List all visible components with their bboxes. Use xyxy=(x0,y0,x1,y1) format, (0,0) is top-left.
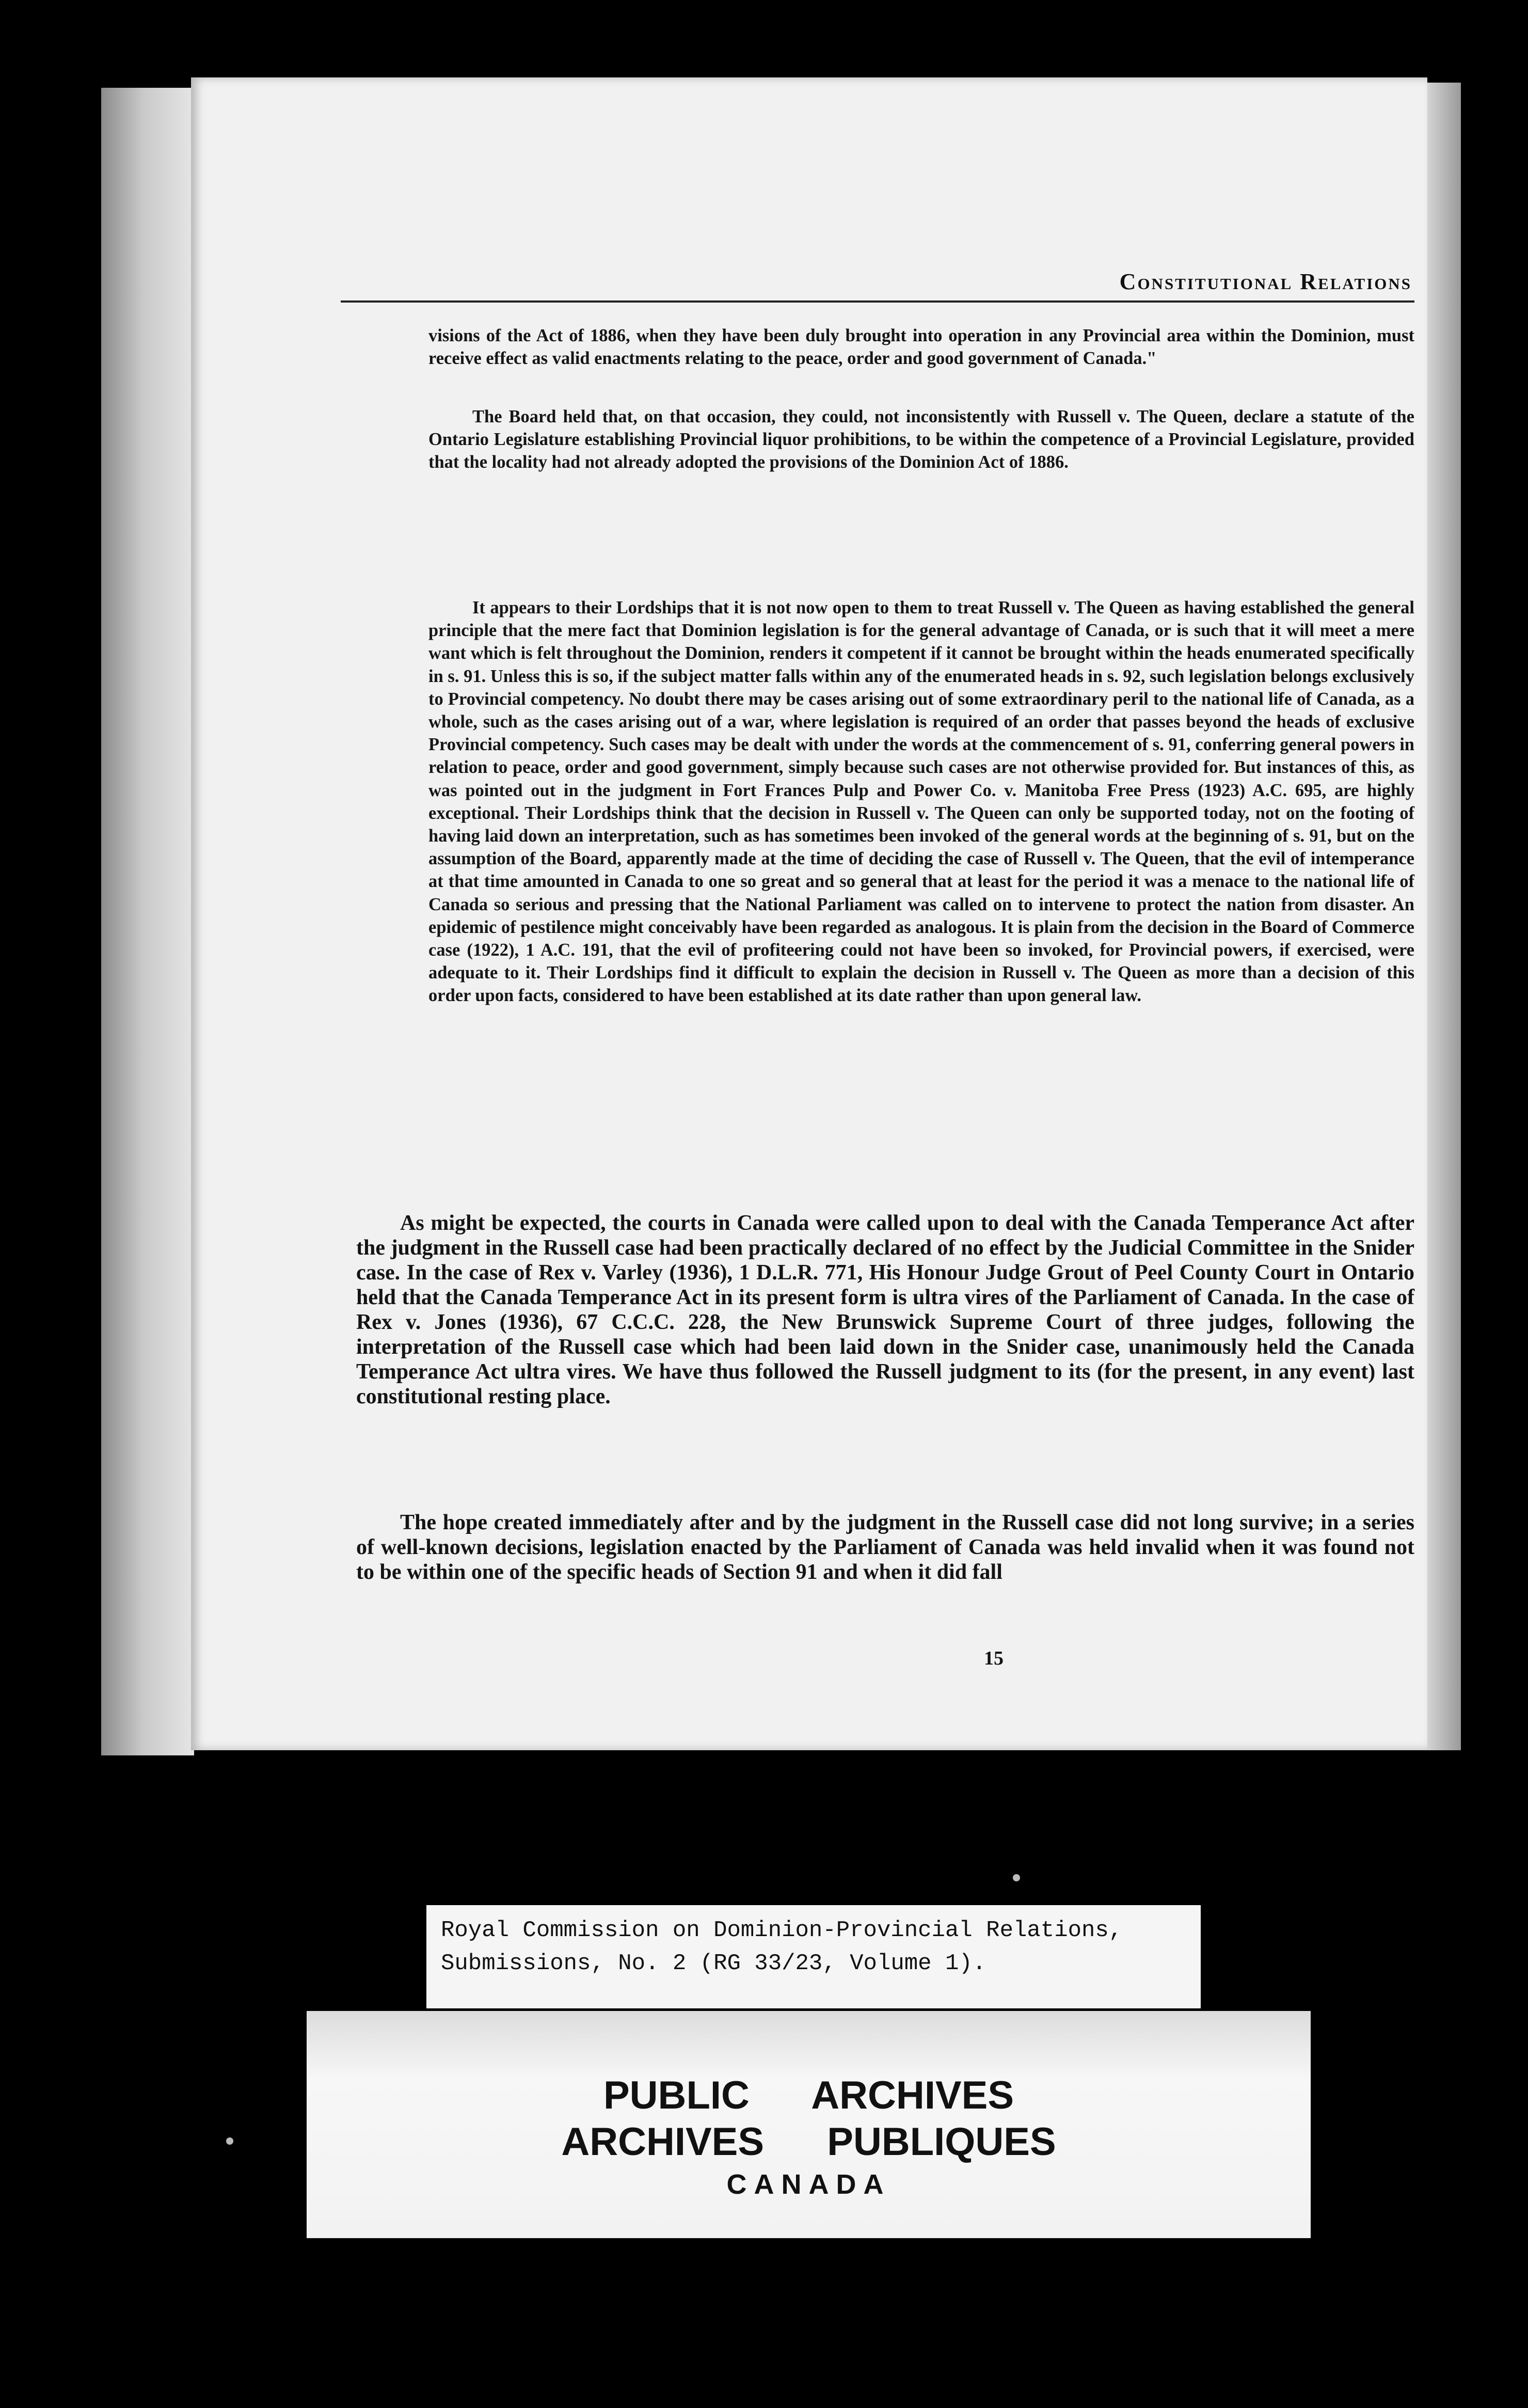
citation-line: Royal Commission on Dominion-Provincial Relations, xyxy=(441,1918,1123,1943)
citation-line: Submissions, No. 2 (RG 33/23, Volume 1). xyxy=(441,1951,986,1976)
quote-paragraph: visions of the Act of 1886, when they have been duly brought into operation in any Provincial area within the Dominion, must receive effect as valid enactments relating to the peace, order and good government of Canada." xyxy=(428,326,1414,369)
previous-page-edge xyxy=(101,88,194,1755)
body-paragraph: As might be expected, the courts in Canada were called upon to deal with the Canada Temperance Act after the judgment in the Russell case had been practically declared of no effect by the Judicial Committee in the Snider case. In the case of Rex v. Varley (1936), 1 D.L.R. 771, His Honour Judge Grout of Peel County Court in Ontario held that the Canada Temperance Act in its present form is ultra vires of the Parliament of Canada. In the case of Rex v. Jones (1936), 67 C.C.C. 228, the New Brunswick Supreme Court of three judges, following the interpretation of the Russell case which had been laid down in the Snider case, unanimously held the Canada Temperance Act ultra vires. We have thus followed the Russell judgment to its (for the present, in any event) last constitutional resting place. xyxy=(356,1211,1414,1408)
page-edge-shadow xyxy=(1425,83,1461,1750)
archives-stamp-line: PUBLIC ARCHIVES xyxy=(603,2073,1014,2117)
quote-paragraph: The Board held that, on that occasion, they could, not inconsistently with Russell v. The Queen, declare a statute of the Ontario Legislature establishing Provincial liquor prohibitions, to be within the competence of a Provincial Legislature, provided that the locality had not already adopted the provisions of the Dominion Act of 1886. xyxy=(428,407,1414,472)
citation-slip xyxy=(426,1905,1201,2008)
archives-stamp-line: ARCHIVES PUBLIQUES xyxy=(561,2120,1056,2164)
dust-speck xyxy=(1013,1874,1020,1881)
body-paragraph: The hope created immediately after and by the judgment in the Russell case did not long survive; in a series of well-known decisions, legislation enacted by the Parliament of Canada was held invalid when it was found not to be within one of the specific heads of Section 91 and when it did fall xyxy=(356,1511,1414,1584)
page-number: 15 xyxy=(984,1647,1004,1669)
document-page xyxy=(191,77,1427,1750)
running-header: Constitutional Relations xyxy=(1119,269,1412,294)
header-rule xyxy=(341,300,1414,303)
archives-stamp xyxy=(307,2011,1311,2238)
dust-speck xyxy=(226,2137,233,2145)
archives-stamp-country: CANADA xyxy=(726,2169,891,2200)
quote-paragraph: It appears to their Lordships that it is not now open to them to treat Russell v. The Queen as having established the general principle that the mere fact that Dominion legislation is for the general advantage of Canada, or is such that it will meet a mere want which is felt throughout the Dominion, renders it competent if it cannot be brought within the heads enumerated specifically in s. 91. Unless this is so, if the subject matter falls within any of the enumerated heads in s. 92, such legislation belongs exclusively to Provincial competency. No doubt there may be cases arising out of some extraordinary peril to the national life of Canada, as a whole, such as the cases arising out of a war, where legislation is required of an order that passes beyond the heads of exclusive Provincial competency. Such cases may be dealt with under the words at the commencement of s. 91, conferring general powers in relation to peace, order and good government, simply because such cases are not otherwise provided for. But instances of this, as was pointed out in the judgment in Fort Frances Pulp and Power Co. v. Manitoba Free Press (1923) A.C. 695, are highly exceptional. Their Lordships think that the decision in Russell v. The Queen can only be supported today, not on the footing of having laid down an interpretation, such as has sometimes been invoked of the general words at the beginning of s. 91, but on the assumption of the Board, apparently made at the time of deciding the case of Russell v. The Queen, that the evil of intemperance at that time amounted in Canada to one so great and so general that at least for the period it was a menace to the national life of Canada so serious and pressing that the National Parliament was called on to intervene to protect the nation from disaster. An epidemic of pestilence might conceivably have been regarded as analogous. It is plain from the decision in the Board of Commerce case (1922), 1 A.C. 191, that the evil of profiteering could not have been so invoked, for Provincial powers, if exercised, were adequate to it. Their Lordships find it difficult to explain the decision in Russell v. The Queen as more than a decision of this order upon facts, considered to have been established at its date rather than upon general law. xyxy=(428,598,1414,1006)
